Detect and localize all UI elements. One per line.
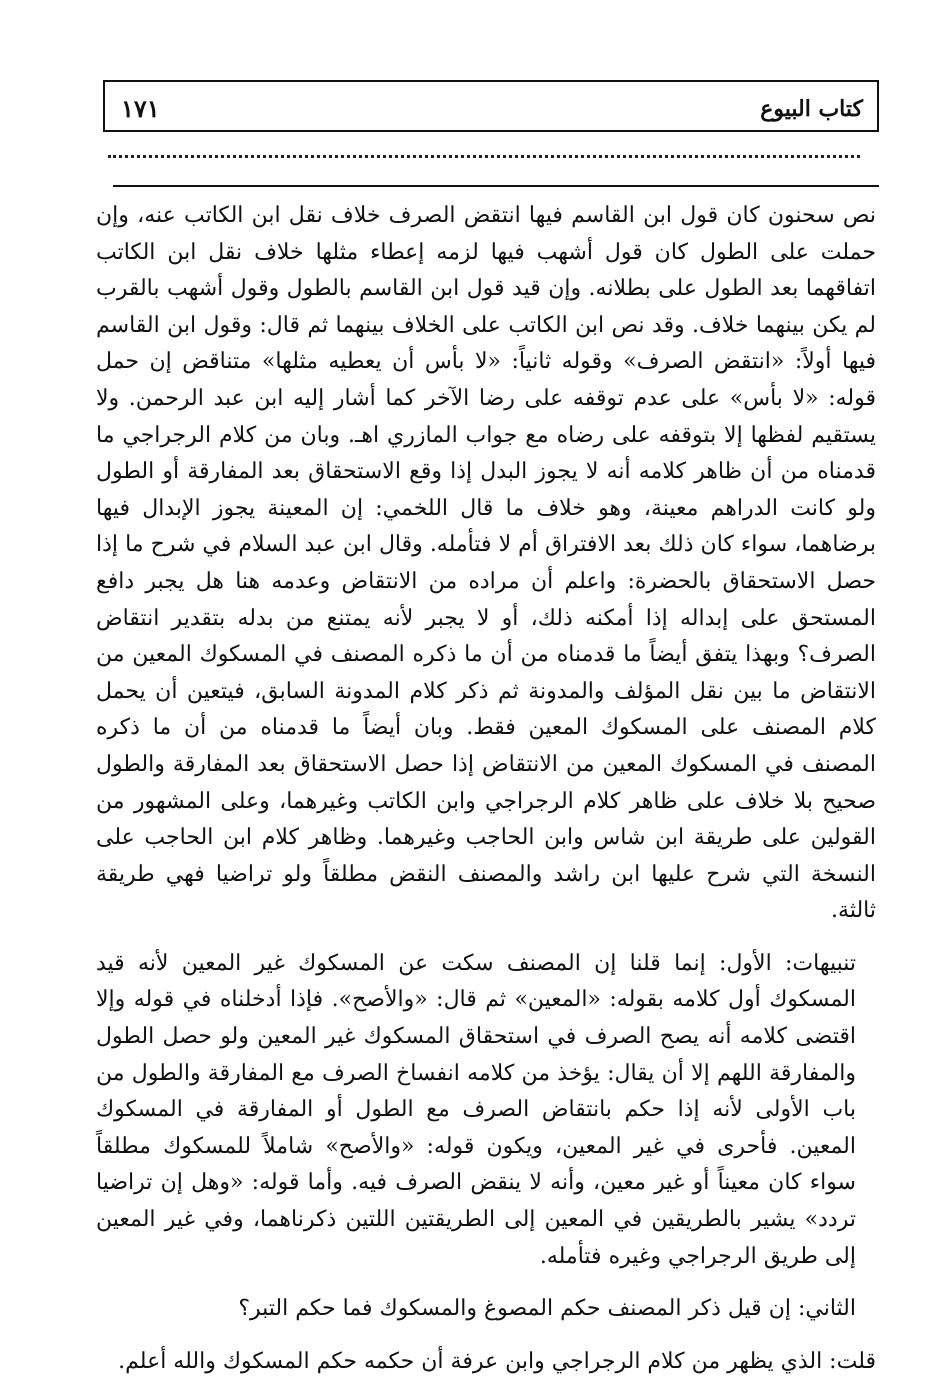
page-header xyxy=(103,80,879,132)
running-title: كتاب البيوع xyxy=(760,96,863,122)
main-text xyxy=(96,198,876,1380)
paragraph-notes-second: الثاني: إن قيل ذكر المصنف حكم المصوغ والمسكوك فما حكم التبر؟ xyxy=(238,1296,856,1322)
paragraph-notes-first: تنبيهات: الأول: إنما قلنا إن المصنف سكت عن المسكوك غير المعين لأنه قيد المسكوك أول كلامه بقوله: «المعين» ثم قال: «والأصح». فإذا أدخلناه في قوله وإلا اقتضى كلامه أنه يصح الصرف في استحقاق المسكوك غير المعين ولو حصل الطول والمفارقة اللهم إلا أن يقال: يؤخذ من كلامه انفساخ الصرف مع المفارقة والطول من باب الأولى لأنه إذا حكم بانتقاض الصرف مع الطول أو المفارقة في المسكوك المعين. فأحرى في غير المعين، ويكون قوله: «والأصح» شاملاً للمسكوك مطلقاً سواء كان معيناً أو غير معين، وأنه لا ينقض الصرف فيه. وأما قوله: «وهل إن تراضيا تردد» يشير بالطريقين في المعين إلى الطريقتين اللتين ذكرناهما، وفي غير المعين إلى طريق الرجراجي وغيره فتأمله. xyxy=(96,950,856,1269)
paragraph-answer: قلت: الذي يظهر من كلام الرجراجي وابن عرفة أن حكمه حكم المسكوك والله أعلم. xyxy=(118,1348,876,1374)
page-number: ١٧١ xyxy=(121,94,160,123)
header-rule xyxy=(113,185,879,187)
paragraph-main: نص سحنون كان قول ابن القاسم فيها انتقض الصرف خلاف نقل ابن الكاتب عنه، وإن حملت على الطول كان قول أشهب فيها لزمه إعطاء مثلها خلاف نقل ابن الكاتب اتفاقهما بعد الطول على بطلانه. وإن قيد قول ابن القاسم بالطول وقول أشهب بالقرب لم يكن بينهما خلاف. وقد نص ابن الكاتب على الخلاف بينهما ثم قال: وقول ابن القاسم فيها أولاً: «انتقض الصرف» وقوله ثانياً: «لا بأس أن يعطيه مثلها» متناقض إن حمل قوله: «لا بأس» على عدم توقفه على رضا الآخر كما أشار إليه ابن عبد الرحمن. ولا يستقيم لفظها إلا بتوقفه على رضاه مع جواب المازري اهـ. وبان من كلام الرجراجي ما قدمناه من أن ظاهر كلامه أنه لا يجوز البدل إذا وقع الاستحقاق بعد المفارقة أو الطول ولو كانت الدراهم معينة، وهو خلاف ما قال اللخمي: إن المعينة يجوز الإبدال فيها برضاهما، سواء كان ذلك بعد الافتراق أم لا فتأمله. وقال ابن عبد السلام في شرح ما إذا حصل الاستحقاق بالحضرة: واعلم أن مراده من الانتقاض وعدمه هنا هل يجبر دافع المستحق على إبداله إذا أمكنه ذلك، أو لا يجبر لأنه يمتنع من بدله بتقدير انتقاض الصرف؟ وبهذا يتفق أيضاً ما قدمناه من أن ما ذكره المصنف في المسكوك المعين من الانتقاض ما بين نقل المؤلف والمدونة ثم ذكر كلام المدونة السابق، فيتعين أن يحمل كلام المصنف على المسكوك المعين فقط. وبان أيضاً ما قدمناه من أن ما ذكره المصنف في المسكوك المعين من الانتقاض إذا حصل الاستحقاق بعد المفارقة والطول صحيح بلا خلاف على ظاهر كلام الرجراجي وابن الكاتب وغيرهما، وعلى المشهور من القولين على طريقة ابن شاس وابن الحاجب وغيرهما. وظاهر كلام ابن الحاجب على النسخة التي شرح عليها ابن راشد والمصنف النقض مطلقاً ولو تراضيا فهي طريقة ثالثة. xyxy=(96,203,877,924)
dotted-separator xyxy=(108,155,860,158)
